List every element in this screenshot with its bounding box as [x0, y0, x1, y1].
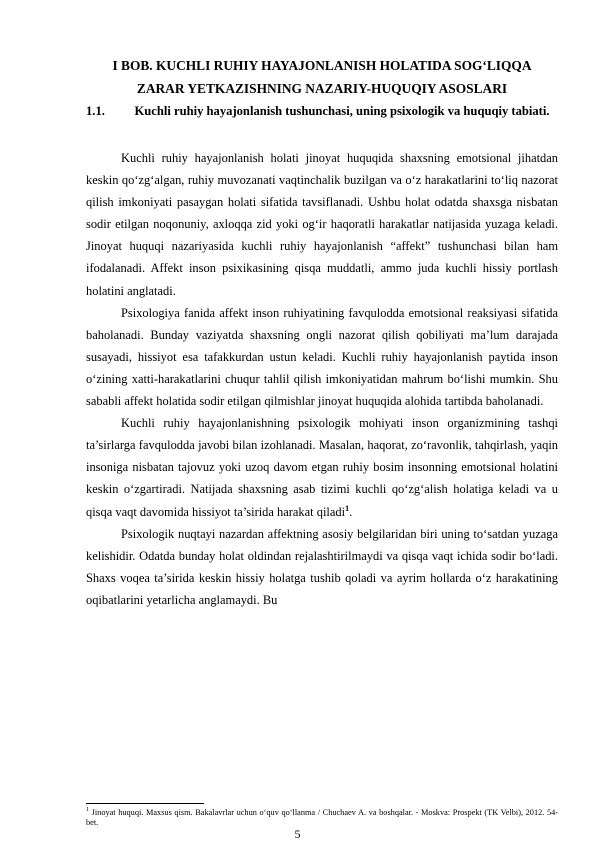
paragraph — [86, 412, 558, 522]
chapter-title-line1: I BOB. KUCHLI RUHIY HAYAJONLANISH HOLATIDA SOG‘LIQQA — [112, 58, 532, 73]
paragraph: Psixologik nuqtayi nazardan affektning asosiy belgilaridan biri uning to‘satdan yuzaga kelishidir. Odatda bunday holat oldindan rejalashtirilmaydi va qisqa vaqt ichida sodir bo‘ladi. Shaxs voqea ta’sirida keskin hissiy holatga tushib qoladi va ayrim hollarda o‘z harakatining oqibatlarini yetarlicha anglamaydi. Bu — [86, 526, 558, 607]
section-number: 1.1. — [86, 104, 105, 118]
footnote-number: 1 — [86, 807, 89, 813]
chapter-title-line2: ZARAR YETKAZISHNING NAZARIY-HUQUQIY ASOSLARI — [136, 81, 508, 96]
paragraph: Psixologiya fanida affekt inson ruhiyatining favqulodda emotsional reaksiyasi sifatida baholanadi. Bunday vaziyatda shaxsning ongli nazorat qilish qobiliyati ma’lum darajada susayadi, hissiyot esa tafakkurdan ustun keladi. Kuchli ruhiy hayajonlanish paytida inson o‘zining xatti-harakatlarini chuqur tahlil qilish imkoniyatidan mahrum bo‘lishi mumkin. Shu sababli affekt holatida sodir etilgan qilmishlar jinoyat huquqida alohida tartibda baholanadi. — [86, 305, 558, 409]
paragraph-end: . — [349, 504, 353, 519]
paragraph: Kuchli ruhiy hayajonlanish holati jinoyat huquqida shaxsning emotsional jihatdan keskin qo‘zg‘algan, ruhiy muvozanati vaqtinchalik buzilgan va o‘z harakatlarini to‘liq nazorat qilish imkoniyati pasaygan holati sifatida tavsiflanadi. Ushbu holat odatda shaxsga nisbatan sodir etilgan noqonuniy, axloqqa zid yoki og‘ir haqoratli harakatlar natijasida yuzaga keladi. Jinoyat huquqi nazariyasida kuchli ruhiy hayajonlanish “affekt” tushunchasi bilan ham ifodalanadi. Affekt inson psixikasining qisqa muddatli, ammo juda kuchli hissiy portlash holatini anglatadi. — [86, 151, 558, 298]
footnote — [86, 805, 558, 829]
section-title: Kuchli ruhiy hayajonlanish tushunchasi, uning psixologik va huquqiy tabiati. — [134, 104, 550, 118]
footnote-separator — [86, 803, 204, 804]
body-text — [86, 147, 558, 611]
footnote-reference[interactable]: 1 — [345, 503, 350, 513]
paragraph-text: Kuchli ruhiy hayajonlanishning psixologik mohiyati inson organizmining tashqi ta’sirlarga favqulodda javobi bilan izohlanadi. Masalan, haqorat, zo‘ravonlik, tahqirlash, yaqin insoniga nisbatan tajovuz yoki uzoq davom etgan ruhiy bosim insonning emotsional holatini keskin o‘zgartiradi. Natijada shaxsning asab tizimi kuchli qo‘zg‘alish holatiga keladi va u qisqa vaqt davomida hissiyot ta’sirida harakat qiladi — [86, 416, 558, 519]
footnote-text: Jinoyat huquqi. Maxsus qism. Bakalavrlar uchun o‘quv qo‘llanma / Chuchaev A. va boshqalar. - Moskva: Prospekt (TK Velbi), 2012. 54-bet. — [86, 807, 559, 828]
page-number: 5 — [294, 827, 301, 841]
